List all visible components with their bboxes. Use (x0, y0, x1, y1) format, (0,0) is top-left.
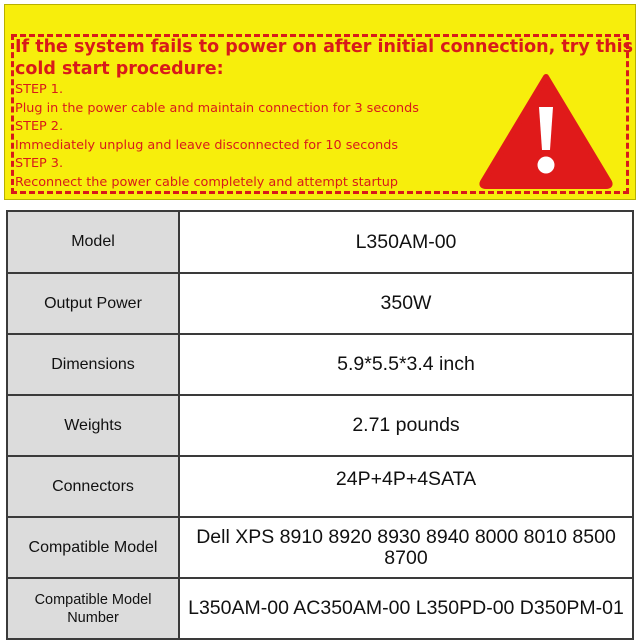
table-row (7, 517, 633, 578)
table-row (7, 211, 633, 273)
connectors-value: 24P+4P+4SATA (179, 456, 633, 517)
compatible-model-label: Compatible Model (7, 517, 179, 578)
output-power-value: 350W (179, 273, 633, 334)
table-row (7, 578, 633, 639)
step-2-heading: STEP 2. (15, 119, 64, 135)
specifications-table (6, 210, 634, 640)
weights-label: Weights (7, 395, 179, 456)
cold-start-steps (15, 81, 475, 193)
compatible-model-number-label: Compatible Model Number (7, 578, 179, 639)
connectors-label: Connectors (7, 456, 179, 517)
step-1-heading: STEP 1. (15, 82, 64, 97)
warning-triangle-icon (478, 71, 614, 189)
weights-value: 2.71 pounds (179, 395, 633, 456)
table-row (7, 334, 633, 395)
table-row (7, 395, 633, 456)
model-label: Model (7, 211, 179, 273)
compatible-model-value: Dell XPS 8910 8920 8930 8940 8000 8010 8500 8700 (179, 517, 633, 578)
warning-title: If the system fails to power on after initial connection, try this cold start procedure: (15, 37, 634, 79)
step-1-text: Plug in the power cable and maintain connection for 3 seconds (15, 100, 419, 116)
table-row (7, 273, 633, 334)
dimensions-label: Dimensions (7, 334, 179, 395)
compatible-model-number-value: L350AM-00 AC350AM-00 L350PD-00 D350PM-01 (179, 578, 633, 639)
output-power-label: Output Power (7, 273, 179, 334)
model-value: L350AM-00 (179, 211, 633, 273)
dimensions-value: 5.9*5.5*3.4 inch (179, 334, 633, 395)
step-3-heading: STEP 3. (15, 156, 64, 172)
table-row (7, 456, 633, 517)
step-3-text: Reconnect the power cable completely and attempt startup (15, 174, 399, 190)
step-2-text: Immediately unplug and leave disconnected for 10 seconds (15, 137, 399, 153)
